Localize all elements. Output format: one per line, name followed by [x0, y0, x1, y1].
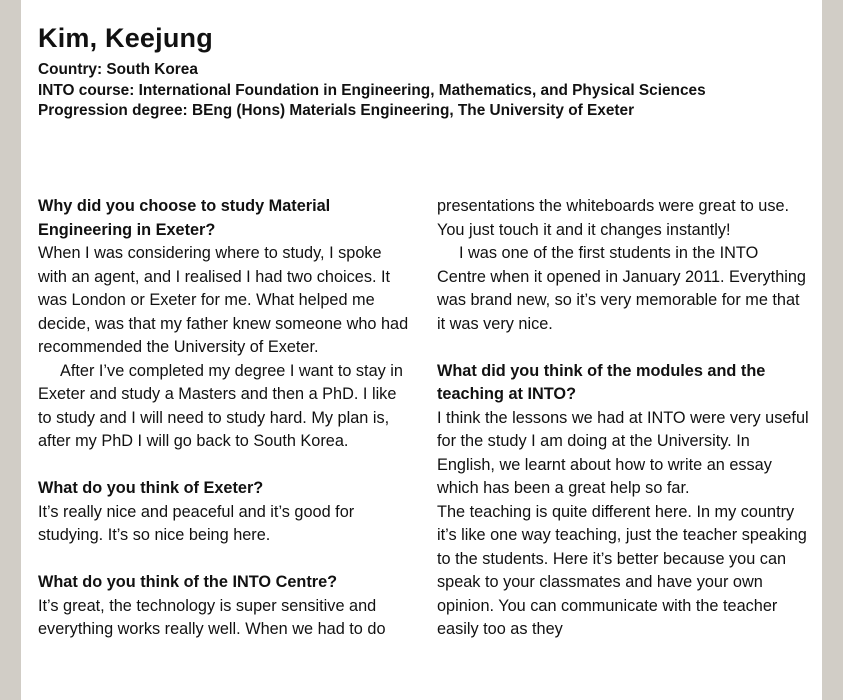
profile-meta: [38, 60, 706, 122]
question-into-centre: What do you think of the INTO Centre?: [38, 573, 338, 591]
question-exeter-opinion: What do you think of Exeter?: [38, 479, 264, 497]
country-line: Country: South Korea: [38, 61, 198, 78]
progression-line: Progression degree: BEng (Hons) Materials Engineering, The University of Exeter: [38, 102, 635, 119]
answer-paragraph: It’s really nice and peaceful and it’s good for studying. It’s so nice being here.: [38, 502, 355, 544]
profile-header: [38, 22, 706, 122]
left-column: [38, 195, 410, 642]
student-name: Kim, Keejung: [38, 23, 213, 53]
answer-paragraph: I was one of the first students in the INTO Centre when it opened in January 2011. Everything was brand new, so it’s very memorable for me that it was very nice.: [437, 244, 806, 333]
question-why-exeter: Why did you choose to study Material Engineering in Exeter?: [38, 197, 331, 239]
answer-paragraph: presentations the whiteboards were great to use. You just touch it and it changes instantly!: [437, 197, 790, 239]
right-column: [437, 195, 809, 642]
answer-paragraph: I think the lessons we had at INTO were very useful for the study I am doing at the University. In English, we learnt about how to write an essay which has been a great help so far.: [437, 408, 809, 497]
answer-paragraph: It’s great, the technology is super sensitive and everything works really well. When we had to do: [38, 596, 386, 638]
answer-paragraph: The teaching is quite different here. In my country it’s like one way teaching, just the teacher speaking to the students. Here it’s better because you can speak to your classmates and have your own opinion. You can communicate with the teacher easily too as they: [437, 502, 807, 638]
question-modules-teaching: What did you think of the modules and the teaching at INTO?: [437, 361, 766, 403]
document-page: [21, 0, 822, 700]
answer-paragraph: When I was considering where to study, I spoke with an agent, and I realised I had two choices. It was London or Exeter for me. What helped me decide, was that my father knew someone who had recommended the University of Exeter.: [38, 244, 409, 356]
course-line: INTO course: International Foundation in Engineering, Mathematics, and Physical Sciences: [38, 81, 706, 99]
answer-paragraph: After I’ve completed my degree I want to stay in Exeter and study a Masters and then a PhD. I like to study and I will need to study hard. My plan is, after my PhD I will go back to South Korea.: [38, 361, 403, 450]
